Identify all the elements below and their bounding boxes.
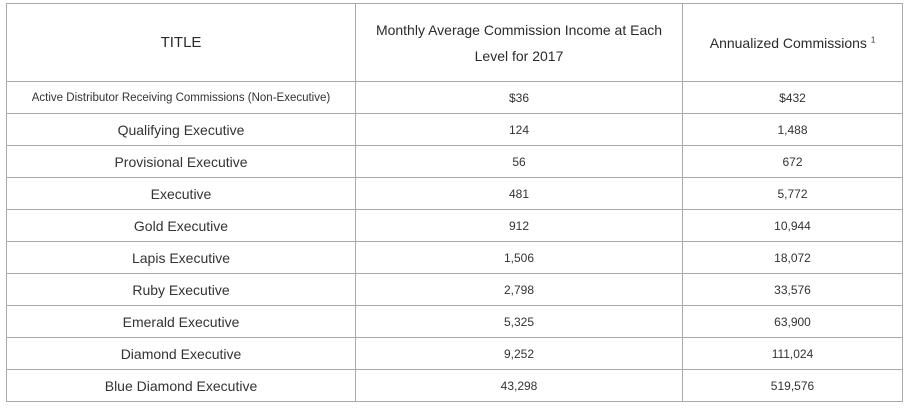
row-monthly: $36: [356, 82, 683, 114]
row-annualized: $432: [683, 82, 903, 114]
table-row: [7, 338, 903, 370]
header-monthly-line2: Level for 2017: [474, 47, 564, 64]
row-title: Active Distributor Receiving Commissions (Non-Executive): [7, 82, 356, 114]
table-row: [7, 306, 903, 338]
row-title: Ruby Executive: [7, 274, 356, 306]
row-monthly: 43,298: [356, 370, 683, 402]
row-annualized: 1,488: [683, 114, 903, 146]
header-row: [7, 4, 903, 82]
row-annualized: 111,024: [683, 338, 903, 370]
header-title: TITLE: [7, 4, 356, 82]
header-monthly-line1: Monthly Average Commission Income at Each: [375, 21, 663, 38]
row-title: Diamond Executive: [7, 338, 356, 370]
table-row: [7, 242, 903, 274]
row-monthly: 2,798: [356, 274, 683, 306]
table-row: [7, 114, 903, 146]
row-title: Emerald Executive: [7, 306, 356, 338]
header-monthly: [356, 4, 683, 82]
table-row: [7, 178, 903, 210]
row-annualized: 5,772: [683, 178, 903, 210]
row-title: Qualifying Executive: [7, 114, 356, 146]
row-annualized: 672: [683, 146, 903, 178]
table-row: [7, 210, 903, 242]
row-title: Blue Diamond Executive: [7, 370, 356, 402]
header-annualized-label: Annualized Commissions: [709, 34, 867, 51]
row-monthly: 5,325: [356, 306, 683, 338]
row-title: Lapis Executive: [7, 242, 356, 274]
row-annualized: 18,072: [683, 242, 903, 274]
row-monthly: 9,252: [356, 338, 683, 370]
header-annualized: [683, 4, 903, 82]
row-monthly: 912: [356, 210, 683, 242]
table-row: [7, 274, 903, 306]
row-monthly: 481: [356, 178, 683, 210]
row-monthly: 56: [356, 146, 683, 178]
row-annualized: 63,900: [683, 306, 903, 338]
row-monthly: 124: [356, 114, 683, 146]
row-annualized: 10,944: [683, 210, 903, 242]
row-title: Executive: [7, 178, 356, 210]
row-annualized: 519,576: [683, 370, 903, 402]
row-title: Gold Executive: [7, 210, 356, 242]
row-annualized: 33,576: [683, 274, 903, 306]
table-row: [7, 82, 903, 114]
row-title: Provisional Executive: [7, 146, 356, 178]
table-row: [7, 370, 903, 402]
row-monthly: 1,506: [356, 242, 683, 274]
footnote-marker: 1: [870, 34, 876, 44]
table-row: [7, 146, 903, 178]
commission-table: [6, 3, 903, 402]
